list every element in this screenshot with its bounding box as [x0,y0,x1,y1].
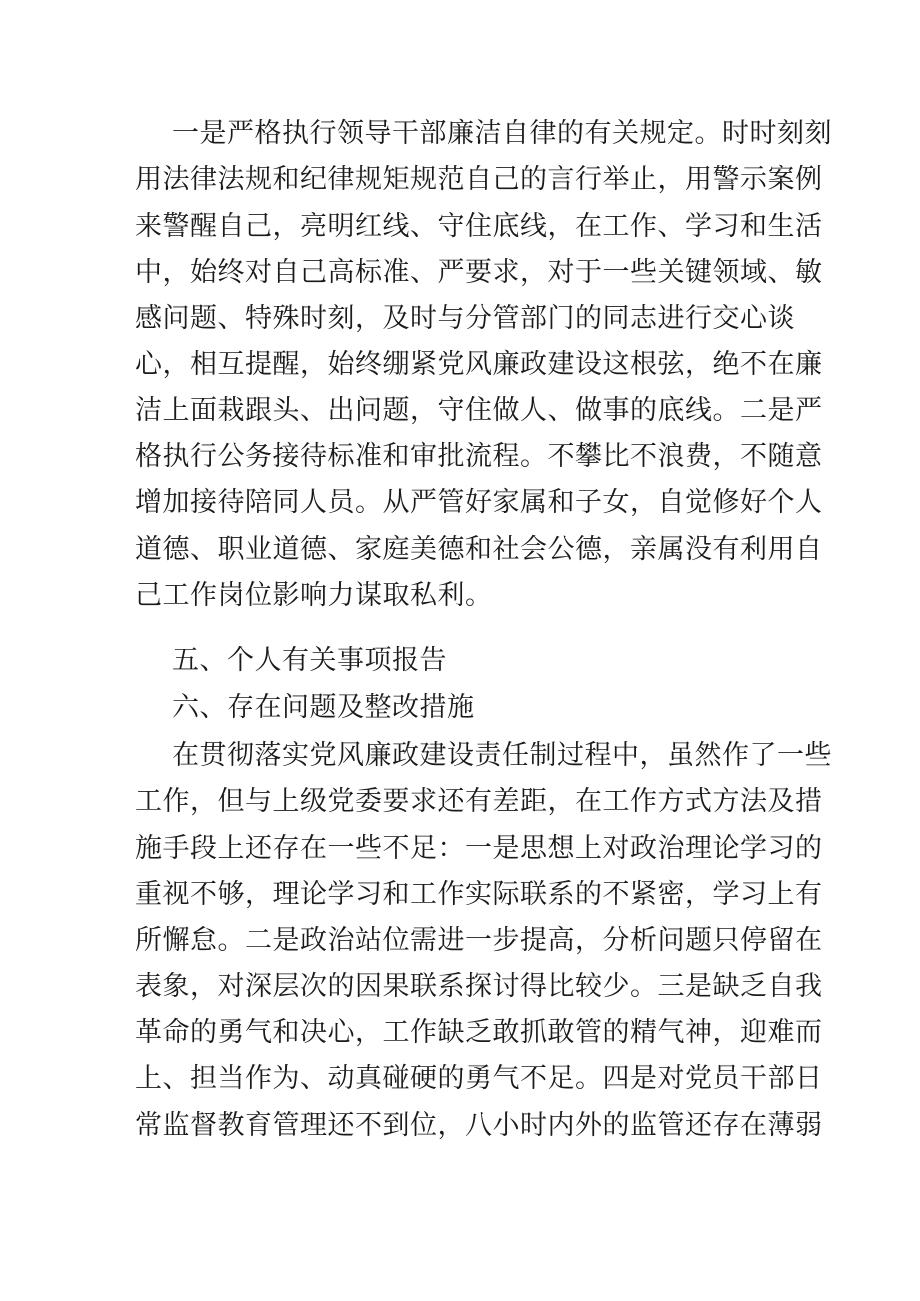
paragraph-line: 一是严格执行领导干部廉洁自律的有关规定。时时刻刻 [172,118,832,149]
section-heading: 五、个人有关事项报告 [172,645,447,676]
paragraph-line: 革命的勇气和决心，工作缺乏敢抓敢管的精气神，迎难而 [135,1017,823,1048]
paragraph-line: 来警醒自己，亮明红线、守住底线，在工作、学习和生活 [135,211,823,242]
paragraph-line: 在贯彻落实党风廉政建设责任制过程中，虽然作了一些 [172,740,832,771]
paragraph-line: 格执行公务接待标准和审批流程。不攀比不浪费，不随意 [135,441,823,472]
paragraph-line: 重视不够，理论学习和工作实际联系的不紧密，学习上有 [135,879,823,910]
paragraph-line: 表象，对深层次的因果联系探讨得比较少。三是缺乏自我 [135,971,823,1002]
paragraph-line: 用法律法规和纪律规矩规范自己的言行举止，用警示案例 [135,164,823,195]
paragraph-line: 心，相互提醒，始终绷紧党风廉政建设这根弦，绝不在廉 [135,349,823,380]
paragraph-line: 感问题、特殊时刻，及时与分管部门的同志进行交心谈 [135,303,795,334]
paragraph-line: 工作，但与上级党委要求还有差距，在工作方式方法及措 [135,786,823,817]
paragraph-line: 中，始终对自己高标准、严要求，对于一些关键领域、敏 [135,257,823,288]
paragraph-line: 所懈怠。二是政治站位需进一步提高，分析问题只停留在 [135,925,823,956]
paragraph-line: 道德、职业道德、家庭美德和社会公德，亲属没有利用自 [135,534,823,565]
paragraph-line: 上、担当作为、动真碰硬的勇气不足。四是对党员干部日 [135,1063,823,1094]
paragraph-line: 洁上面栽跟头、出问题，守住做人、做事的底线。二是严 [135,395,823,426]
paragraph-line: 施手段上还存在一些不足：一是思想上对政治理论学习的 [135,833,823,864]
paragraph-line: 增加接待陪同人员。从严管好家属和子女，自觉修好个人 [135,487,823,518]
paragraph-line: 己工作岗位影响力谋取私利。 [135,580,493,611]
section-heading: 六、存在问题及整改措施 [172,692,475,723]
paragraph-line: 常监督教育管理还不到位，八小时内外的监管还存在薄弱 [135,1110,823,1141]
